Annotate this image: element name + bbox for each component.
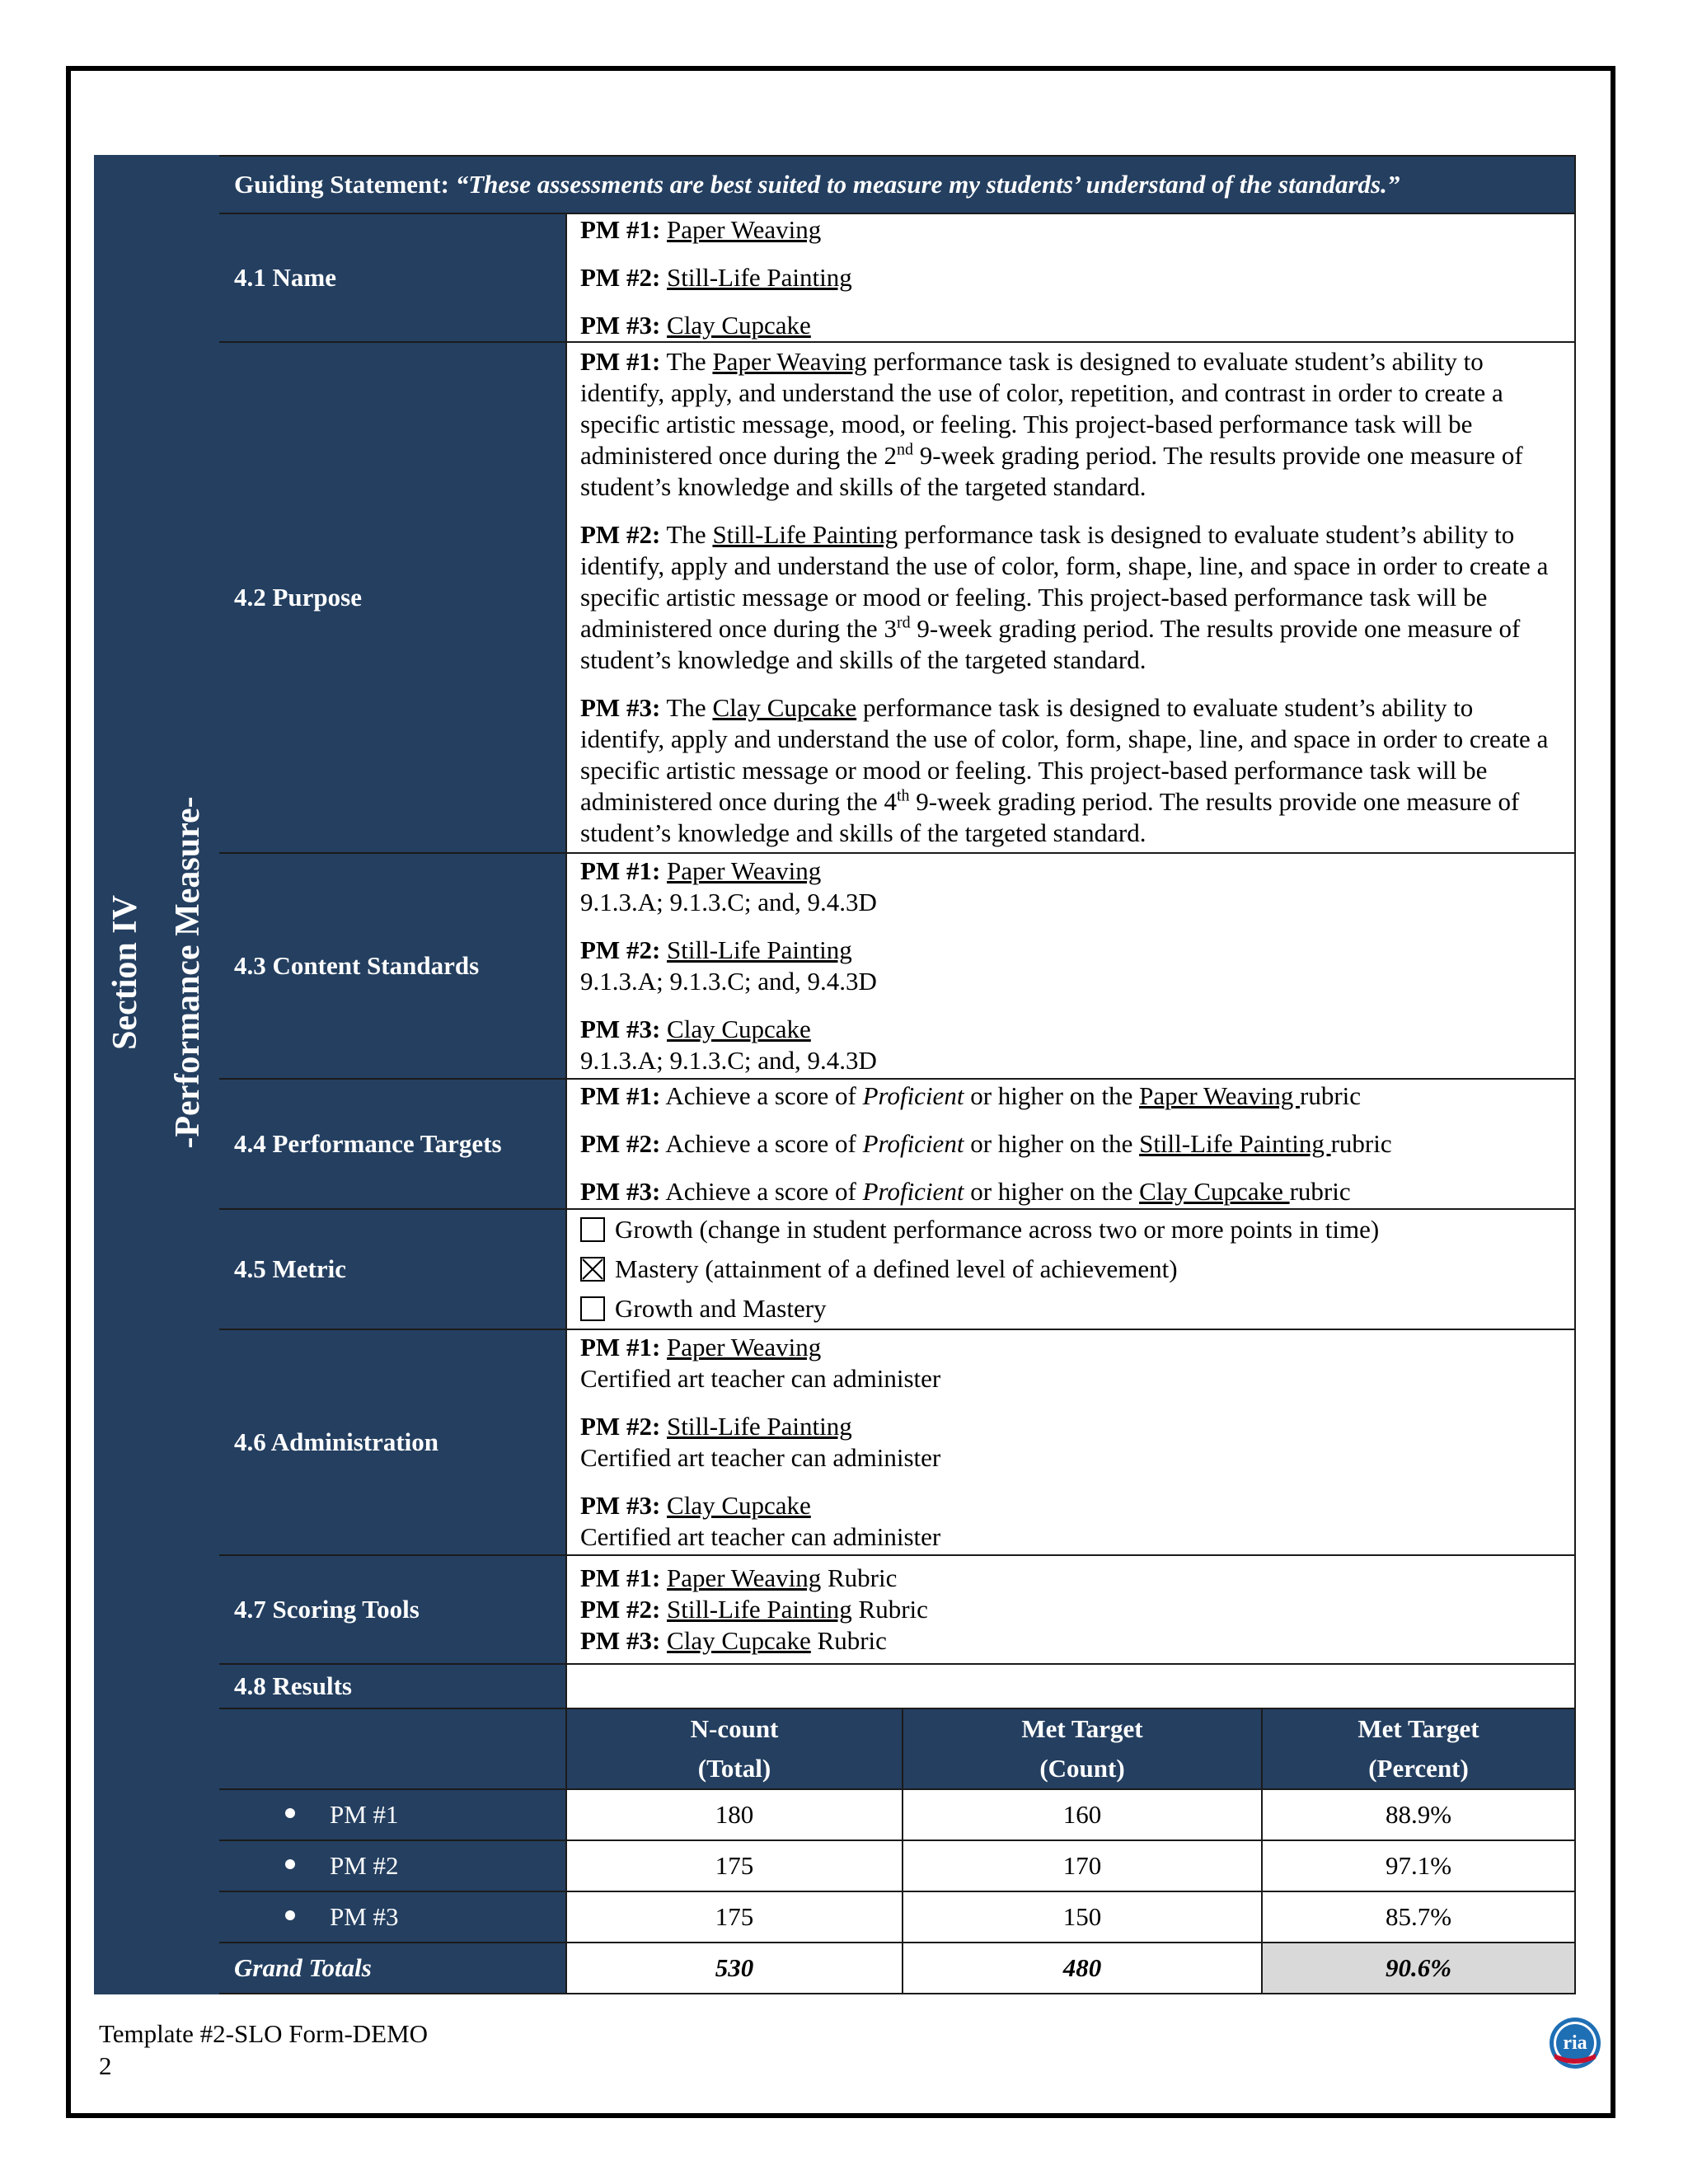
purpose-pm-3 [580,692,1561,849]
purpose-pre: The [666,693,706,722]
logo-text: ria [1563,2032,1587,2054]
row-label-metric: 4.5 Metric [218,1209,566,1329]
results-row-pm2 [95,1840,1575,1891]
cell-n-count: 180 [566,1789,903,1840]
target-level: Proficient [862,1129,964,1158]
standards-pm-3 [580,1014,1561,1076]
guiding-label: Guiding Statement: [234,170,449,199]
standards-pm-1 [580,855,1561,918]
grand-totals-label: Grand Totals [218,1943,566,1994]
cell-met-count: 160 [903,1789,1262,1840]
admin-pm-2 [580,1411,1561,1474]
cell-n-count: 175 [566,1840,903,1891]
pm-label: PM #1: [580,215,661,244]
pm-row-label: PM #2 [330,1851,399,1880]
row-label-scoring: 4.7 Scoring Tools [218,1555,566,1664]
results-row-grand-total [95,1943,1575,1994]
purpose-tail: 9-week grading period. The results provide one measure of student’s knowledge and skills of the targeted standard. [580,787,1520,847]
header-line: (Percent) [1368,1754,1469,1783]
target-level: Proficient [862,1081,964,1110]
ordinal-suffix: th [896,786,910,805]
pm-label: PM #3: [580,1177,661,1206]
standards-pm-2 [580,935,1561,997]
purpose-pm-2 [580,519,1561,676]
pm-label: PM #3: [580,1626,661,1655]
section-title [94,796,219,1148]
header-line: (Total) [697,1754,771,1783]
admin-who: Certified art teacher can administer [580,1522,941,1551]
name-pm-1 [580,214,1561,246]
target-post: rubric [1300,1081,1362,1110]
pm-label: PM #3: [580,1015,661,1043]
target-post: rubric [1289,1177,1351,1206]
targets-content [566,1079,1575,1209]
performance-measure-table [94,155,1576,1994]
scoring-pm-1 [580,1563,1561,1594]
pm-title: Paper Weaving [667,856,822,885]
pm-row-label: PM #3 [330,1902,399,1931]
row-name [95,213,1575,342]
standards-codes: 9.1.3.A; 9.1.3.C; and, 9.4.3D [580,888,877,916]
metric-option-label: Growth and Mastery [615,1294,827,1323]
grand-met-percent: 90.6% [1262,1943,1575,1994]
cell-met-count: 170 [903,1840,1262,1891]
metric-option-growth[interactable] [580,1210,1561,1249]
grand-met-count: 480 [903,1943,1262,1994]
cell-met-percent: 88.9% [1262,1789,1575,1840]
scoring-content [566,1555,1575,1664]
name-pm-3 [580,310,1561,341]
scoring-pm-3 [580,1625,1561,1657]
row-administration [95,1329,1575,1555]
bullet-icon [285,1808,295,1818]
name-content [566,213,1575,342]
results-content [566,1664,1575,1708]
purpose-tail: 9-week grading period. The results provide one measure of student’s knowledge and skills of the targeted standard. [580,614,1521,674]
purpose-pre: The [666,347,706,376]
pm-title: Paper Weaving [667,1333,822,1361]
row-standards [95,853,1575,1079]
standards-content [566,853,1575,1079]
page-number: 2 [99,2051,112,2080]
row-label-administration: 4.6 Administration [218,1329,566,1555]
pm-label: PM #3: [580,311,661,340]
purpose-body: performance task is designed to evaluate student’s ability to identify, apply and understand the use of color, form, shape, line, and space in order to create a specific artistic message or mood or feeling. This project-based performance task will be administered once during the 4 [580,693,1549,816]
pm-title: Clay Cupcake [712,693,857,722]
row-label-targets: 4.4 Performance Targets [218,1079,566,1209]
pm-label: PM #1: [580,1333,661,1361]
pm-label: PM #2: [580,935,661,964]
pm-title: Clay Cupcake [1139,1177,1290,1206]
purpose-pre: The [666,520,706,549]
results-row-label [218,1891,566,1943]
purpose-body: performance task is designed to evaluate student’s ability to identify, apply and understand the use of color, form, shape, line, and space in order to create a specific artistic message or mood or feeling. This project-based performance task will be administered once during the 3 [580,520,1549,643]
pm-title: Clay Cupcake [667,1491,811,1520]
header-line: Met Target [1357,1714,1479,1743]
scoring-pm-2 [580,1594,1561,1625]
pm-title: Paper Weaving [1139,1081,1301,1110]
purpose-content [566,342,1575,853]
admin-who: Certified art teacher can administer [580,1443,941,1472]
checkbox-growth-mastery[interactable] [580,1296,605,1321]
cell-met-percent: 85.7% [1262,1891,1575,1943]
header-n-count [566,1708,903,1789]
metric-option-label: Growth (change in student performance across two or more points in time) [615,1215,1380,1244]
pm-label: PM #2: [580,263,661,292]
results-header-blank [218,1708,566,1789]
pm-label: PM #1: [580,1081,661,1110]
pm-title: Paper Weaving [667,215,822,244]
row-scoring [95,1555,1575,1664]
section-sidebar [95,156,218,1789]
checkbox-growth[interactable] [580,1217,605,1242]
pm-label: PM #1: [580,856,661,885]
purpose-body: performance task is designed to evaluate student’s ability to identify, apply, and understand the use of color, repetition, and contrast in order to create a specific artistic message, mood, or feeling. This project-based performance task will be administered once during the 2 [580,347,1503,470]
target-level: Proficient [862,1177,964,1206]
pm-label: PM #1: [580,1563,661,1592]
ordinal-suffix: rd [896,613,911,632]
administration-content [566,1329,1575,1555]
header-line: N-count [690,1714,779,1743]
header-met-percent [1262,1708,1575,1789]
cell-met-percent: 97.1% [1262,1840,1575,1891]
pm-title: Still-Life Painting [1139,1129,1331,1158]
pm-label: PM #2: [580,1412,661,1441]
results-sidebar [95,1789,218,1994]
pm-label: PM #1: [580,347,661,376]
row-metric [95,1209,1575,1329]
template-name: Template #2-SLO Form-DEMO [99,2019,429,2048]
pm-title: Paper Weaving [712,347,867,376]
results-row-pm1 [95,1789,1575,1840]
purpose-tail: 9-week grading period. The results provide one measure of student’s knowledge and skills of the targeted standard. [580,441,1523,501]
admin-pm-3 [580,1490,1561,1553]
standards-codes: 9.1.3.A; 9.1.3.C; and, 9.4.3D [580,967,877,996]
metric-content [566,1209,1575,1329]
ria-logo-icon [1548,2016,1602,2070]
target-pre: Achieve a score of [665,1177,856,1206]
pm-title: Still-Life Painting [712,520,898,549]
scoring-suffix: Rubric [851,1595,928,1624]
pm-title: Still-Life Painting [667,1412,852,1441]
standards-codes: 9.1.3.A; 9.1.3.C; and, 9.4.3D [580,1046,877,1075]
row-results [95,1664,1575,1708]
header-line: (Count) [1039,1754,1125,1783]
results-row-pm3 [95,1891,1575,1943]
ordinal-suffix: nd [896,440,913,459]
pm-title: Paper Weaving [667,1563,822,1592]
row-targets [95,1079,1575,1209]
metric-option-mastery[interactable] [580,1249,1561,1289]
name-pm-2 [580,262,1561,293]
grand-n-count: 530 [566,1943,903,1994]
target-mid: or higher on the [970,1177,1133,1206]
pm-label: PM #2: [580,520,661,549]
pm-title: Clay Cupcake [667,1015,811,1043]
metric-option-growth-mastery[interactable] [580,1289,1561,1329]
target-pm-3 [580,1176,1561,1207]
header-line: Met Target [1021,1714,1143,1743]
admin-pm-1 [580,1332,1561,1394]
row-purpose [95,342,1575,853]
row-label-purpose: 4.2 Purpose [218,342,566,853]
row-label-standards: 4.3 Content Standards [218,853,566,1079]
results-header-row [95,1708,1575,1789]
header-met-count [903,1708,1262,1789]
row-label-name: 4.1 Name [218,213,566,342]
cell-met-count: 150 [903,1891,1262,1943]
pm-title: Still-Life Painting [667,935,852,964]
pm-label: PM #3: [580,693,661,722]
admin-who: Certified art teacher can administer [580,1364,941,1393]
pm-row-label: PM #1 [330,1800,399,1829]
scoring-suffix: Rubric [810,1626,887,1655]
target-mid: or higher on the [970,1129,1133,1158]
scoring-suffix: Rubric [821,1563,898,1592]
pm-label: PM #2: [580,1129,661,1158]
bullet-icon [285,1910,295,1920]
section-line-2: -Performance Measure- [169,796,207,1149]
guiding-statement [218,156,1575,213]
guiding-quote: “These assessments are best suited to measure my students’ understand of the standards.” [455,170,1400,199]
target-mid: or higher on the [970,1081,1133,1110]
target-post: rubric [1330,1129,1392,1158]
target-pre: Achieve a score of [665,1081,856,1110]
target-pre: Achieve a score of [665,1129,856,1158]
target-pm-1 [580,1080,1561,1112]
pm-title: Still-Life Painting [667,1595,852,1624]
pm-title: Clay Cupcake [667,1626,811,1655]
page-footer [99,2018,428,2082]
row-label-results: 4.8 Results [218,1664,566,1708]
pm-label: PM #2: [580,1595,661,1624]
bullet-icon [285,1859,295,1869]
metric-option-label: Mastery (attainment of a defined level of achievement) [615,1254,1178,1283]
results-row-label [218,1789,566,1840]
results-row-label [218,1840,566,1891]
section-line-1: Section IV [106,895,144,1050]
pm-title: Clay Cupcake [667,311,811,340]
target-pm-2 [580,1128,1561,1160]
purpose-pm-1 [580,346,1561,503]
checkbox-mastery-checked[interactable] [580,1257,605,1282]
cell-n-count: 175 [566,1891,903,1943]
pm-title: Still-Life Painting [667,263,852,292]
pm-label: PM #3: [580,1491,661,1520]
